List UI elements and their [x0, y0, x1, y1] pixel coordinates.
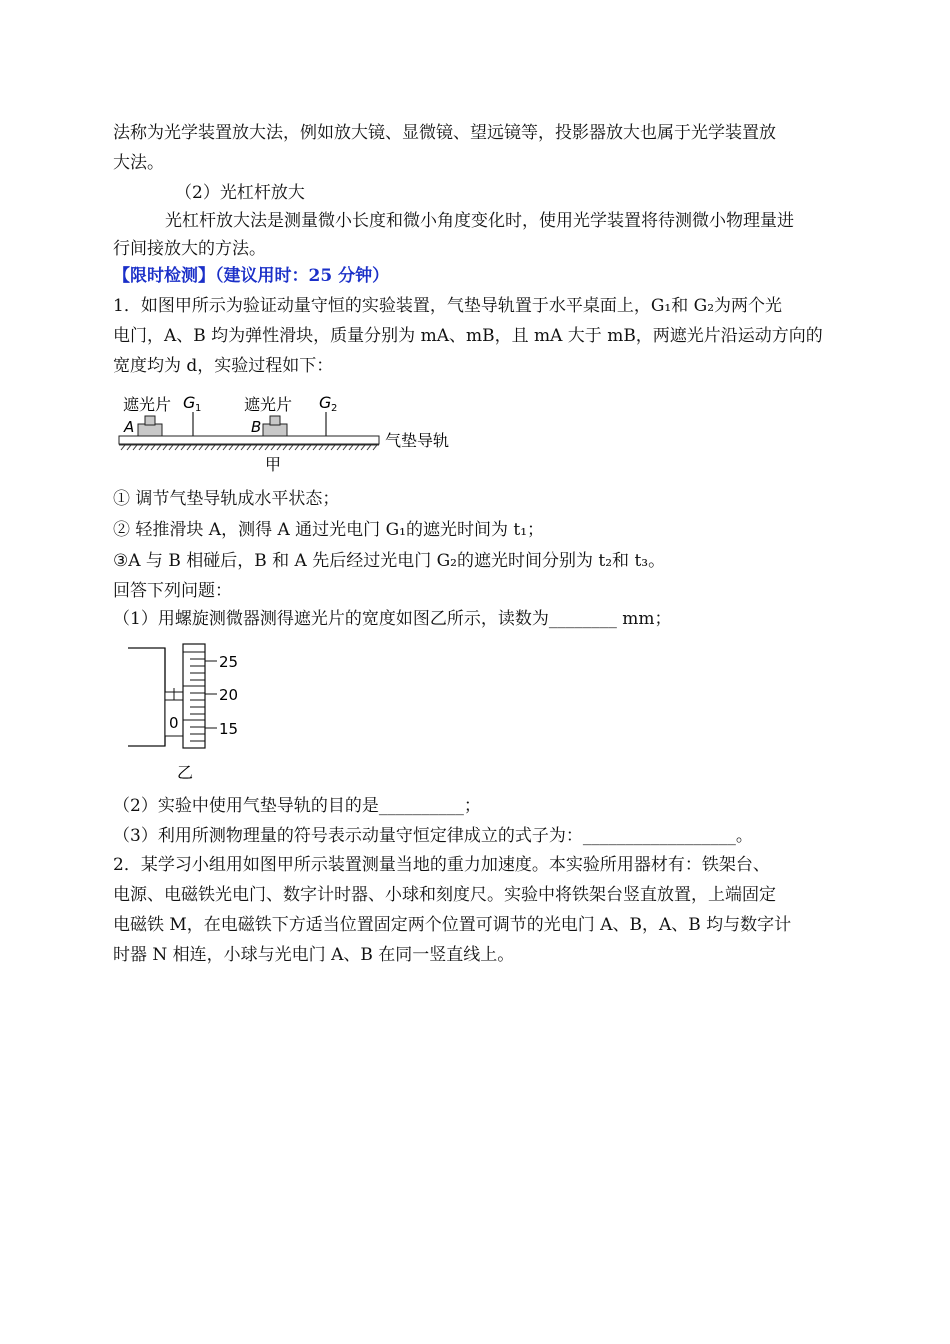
slider-a-label: A: [124, 418, 135, 436]
q1-step-2: ② 轻推滑块 A，测得 A 通过光电门 G₁的遮光时间为 t₁；: [113, 520, 545, 540]
q1-step-1: ① 调节气垫导轨成水平状态；: [113, 489, 340, 509]
gate-1-sub: 1: [195, 403, 202, 414]
intro-line-1: 法称为光学装置放大法，例如放大镜、显微镜、望远镜等，投影器放大也属于光学装置放: [113, 123, 776, 143]
micrometer-frame: [128, 648, 165, 746]
scale-label-20: 20: [219, 686, 239, 704]
gate-2-sub: 2: [331, 403, 338, 414]
air-track: [119, 436, 379, 444]
slider-b-label: B: [251, 418, 262, 436]
q1-line-2: 电门，A、B 均为弹性滑块，质量分别为 mA、mB，且 mA 大于 mB，两遮光片沿运动方向的: [113, 326, 823, 346]
gate-2-label: G: [319, 393, 332, 412]
table-hatching: [119, 445, 379, 450]
thimble: [183, 644, 205, 748]
shade-label-2: 遮光片: [244, 395, 293, 414]
sub-heading: （2）光杠杆放大: [175, 183, 305, 203]
q1-line-1: 1．如图甲所示为验证动量守恒的实验装置，气垫导轨置于水平桌面上，G₁和 G₂为两个光: [113, 296, 783, 316]
shade-label-1: 遮光片: [123, 395, 172, 414]
para-line-1: 光杠杆放大法是测量微小长度和微小角度变化时，使用光学装置将待测微小物理量进: [165, 211, 794, 231]
q2-line-3: 电磁铁 M，在电磁铁下方适当位置固定两个位置可调节的光电门 A、B，A、B 均与数字计: [113, 915, 792, 935]
track-label: 气垫导轨: [385, 431, 450, 450]
para-line-2: 行间接放大的方法。: [113, 239, 266, 259]
shade-plate-b: [270, 416, 280, 425]
answer-intro: 回答下列问题：: [113, 581, 232, 601]
intro-line-2: 大法。: [113, 153, 164, 173]
section-title: 【限时检测】（建议用时：25 分钟）: [113, 266, 390, 286]
slider-b: [263, 424, 287, 436]
slider-a: [138, 424, 162, 436]
figure-micrometer: [120, 640, 260, 785]
q1-sub-1: （1）用螺旋测微器测得遮光片的宽度如图乙所示，读数为________ mm；: [113, 609, 672, 629]
scale-label-15: 15: [219, 720, 239, 738]
q2-line-1: 2．某学习小组用如图甲所示装置测量当地的重力加速度。本实验所用器材有：铁架台、: [113, 855, 770, 875]
scale-label-25: 25: [219, 653, 239, 671]
q1-step-3: ③A 与 B 相碰后，B 和 A 先后经过光电门 G₂的遮光时间分别为 t₂和 t₃。: [113, 551, 666, 571]
q1-sub-2: （2）实验中使用气垫导轨的目的是__________；: [113, 796, 481, 816]
figure-yi-caption: 乙: [177, 763, 194, 782]
figure-jia-caption: 甲: [265, 455, 282, 474]
q1-sub-3: （3）利用所测物理量的符号表示动量守恒定律成立的式子为：__________________。: [113, 826, 753, 846]
main-scale-zero: 0: [169, 714, 179, 732]
gate-1-label: G: [183, 393, 196, 412]
shade-plate-a: [145, 416, 155, 425]
q2-line-2: 电源、电磁铁光电门、数字计时器、小球和刻度尺。实验中将铁架台竖直放置，上端固定: [113, 885, 776, 905]
q1-line-3: 宽度均为 d，实验过程如下：: [113, 356, 334, 376]
figure-air-track: [113, 388, 473, 478]
q2-line-4: 时器 N 相连，小球与光电门 A、B 在同一竖直线上。: [113, 945, 515, 965]
